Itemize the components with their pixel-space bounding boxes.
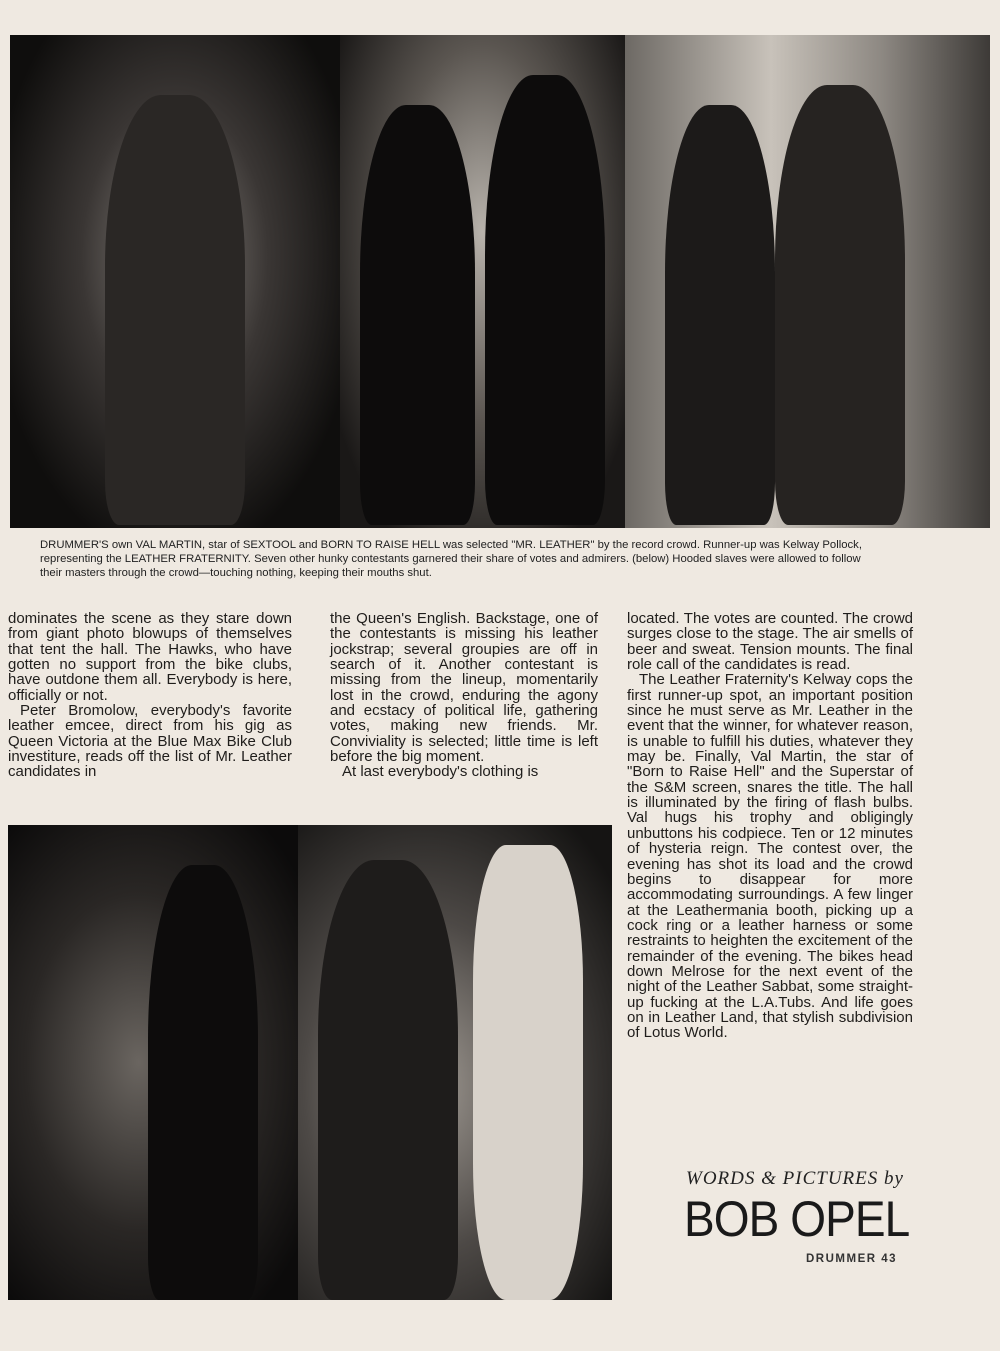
paragraph: located. The votes are counted. The crowd surges close to the stage. The air smells of beer and sweat. Tension mounts. The final role call of the candidates is read.: [627, 610, 913, 674]
paragraph: Peter Bromolow, everybody's favorite leather emcee, direct from his gig as Queen Victoria at the Blue Max Bike Club investiture, reads off the list of Mr. Leather candidates in: [8, 702, 292, 781]
article-column-2: [330, 611, 598, 780]
page-folio: DRUMMER 43: [806, 1253, 898, 1265]
byline-label: WORDS & PICTURES by: [686, 1168, 904, 1189]
photo-hooded-slave-left: [8, 825, 298, 1300]
paragraph: dominates the scene as they stare down from giant photo blowups of themselves that tent the hall. The Hawks, who have gotten no support from the bike clubs, have outdone them all. Everybody is here, officially or not.: [8, 610, 292, 704]
author-name: BOB OPEL: [684, 1191, 910, 1247]
paragraph: the Queen's English. Backstage, one of the contestants is missing his leather jockstrap; several groupies are off in search of it. Another contestant is missing from the lineup, momentarily lost in the crowd, enduring the agony and ecstacy of political life, gathering votes, making new friends. Mr. Conviviality is selected; little time is left before the big moment.: [330, 610, 598, 766]
article-column-3: [627, 611, 913, 1041]
photo-hooded-slave-right: [298, 825, 612, 1300]
photo-contestants-right: [625, 35, 990, 528]
article-column-1: [8, 611, 292, 780]
paragraph: The Leather Fraternity's Kelway cops the first runner-up spot, an important position since he must serve as Mr. Leather in the event that the winner, for whatever reason, is unable to fulfill his duties, whatever they may be. Finally, Val Martin, the star of "Born to Raise Hell" and the Superstar of the S&M screen, snares the title. The hall is illuminated by the firing of flash bulbs. Val hugs his trophy and obligingly unbuttons his codpiece. Ten or 12 minutes of hysteria reign. The contest over, the evening has shot its load and the crowd begins to disappear for more accommodating surroundings. A few linger at the Leathermania booth, picking up a cock ring or a leather harness or some restraints to heighten the excitement of the remainder of the evening. The bikes head down Melrose for the next event of the night of the Leather Sabbat, some straight-up fucking at the L.A.Tubs. And life goes on in Leather Land, that stylish subdivision of Lotus World.: [627, 671, 913, 1042]
photo-contestants-center: [340, 35, 625, 528]
paragraph: At last everybody's clothing is: [342, 763, 539, 781]
photo-val-martin: [10, 35, 340, 528]
photo-caption: DRUMMER'S own VAL MARTIN, star of SEXTOOL and BORN TO RAISE HELL was selected "MR. LEATHER" by the record crowd. Runner-up was Kelway Pollock, representing the LEATHER FRATERNITY. Seven other hunky contestants garnered their share of votes and admirers. (below) Hooded slaves were allowed to follow their masters through the crowd—touching nothing, keeping their mouths shut.: [40, 539, 862, 579]
